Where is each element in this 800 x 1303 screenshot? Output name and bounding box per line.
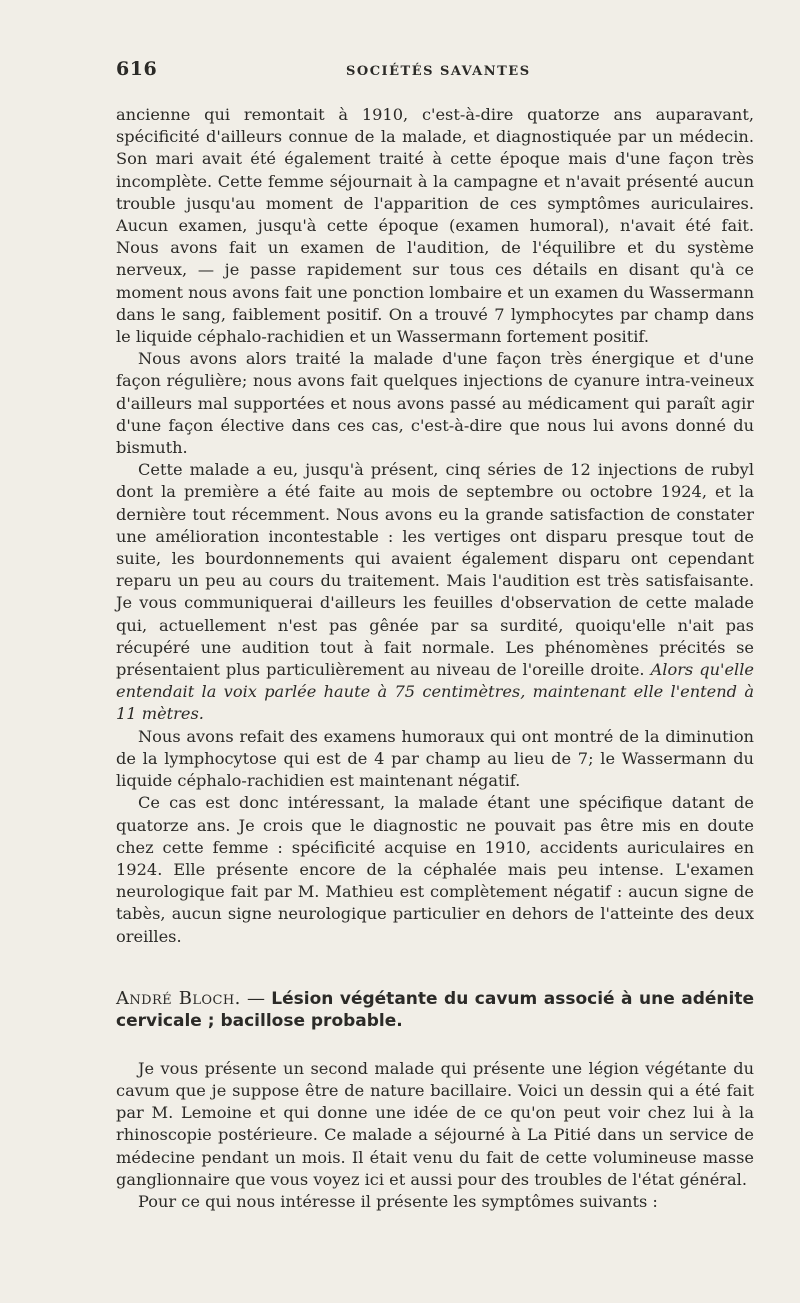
text-run: Ce cas est donc intéressant, la malade étant une spécifique datant de quatorze ans. Je crois que le diagnostic ne pouvait pas être mis en doute chez cette femme : spécificité acquise en 1910, accidents auriculaires en 1924. Elle présente encore de la céphalée mais peu intense. L'examen neurologique fait par M. Mathieu est complètement négatif : aucun signe de tabès, aucun signe neurologique particulier en dehors de l'atteinte des deux oreilles. (116, 793, 754, 946)
paragraph (116, 726, 754, 793)
paragraph (116, 1191, 754, 1213)
paragraph-group-1 (116, 104, 754, 948)
paragraph (116, 1058, 754, 1191)
paragraph (116, 792, 754, 947)
paragraph-group-2 (116, 1058, 754, 1213)
text-run: Nous avons refait des examens humoraux qui ont montré de la diminution de la lymphocytose qui est de 4 par champ au lieu de 7; le Wassermann du liquide céphalo-rachidien est maintenant négatif. (116, 726, 754, 791)
paragraph (116, 348, 754, 459)
paragraph (116, 459, 754, 725)
section-title: Lésion végétante du cavum associé à une adénite cervicale ; bacillose probable. (116, 988, 754, 1031)
text-run: Cette malade a eu, jusqu'à présent, cinq séries de 12 injections de rubyl dont la première a été faite au mois de septembre ou octobre 1924, et la dernière tout récemment. Nous avons eu la grande satisfaction de constater une amélioration incontestable : les vertiges ont disparu presque tout de suite, les bourdonnements qui avaient également disparu ont cependant reparu un peu au cours du traitement. Mais l'audition est très satisfaisante. Je vous communiquerai d'ailleurs les feuilles d'observation de cette malade qui, actuellement n'est pas gênée par sa surdité, quoiqu'elle n'ait pas récupéré une audition tout à fait normale. Les phénomènes précités se présentaient plus particulièrement au niveau de l'oreille droite. (116, 460, 754, 680)
text-run: ancienne qui remontait à 1910, c'est-à-dire quatorze ans auparavant, spécificité d'ailleurs connue de la malade, et diagnostiquée par un médecin. Son mari avait été également traité à cette époque mais d'une façon très incomplète. Cette femme séjournait à la campagne et n'avait présenté aucun trouble jusqu'au moment de l'apparition de ces symptômes auriculaires. Aucun examen, jusqu'à cette époque (examen humoral), n'avait été fait. Nous avons fait un examen de l'audition, de l'équilibre et du système nerveux, — je passe rapidement sur tous ces détails en disant qu'à ce moment nous avons fait une ponction lombaire et un examen du Wassermann dans le sang, faiblement positif. On a trouvé 7 lymphocytes par champ dans le liquide céphalo-rachidien et un Wassermann fortement positif. (116, 105, 754, 347)
page-number: 616 (116, 58, 158, 80)
italic-text: Alors qu'elle entendait la voix parlée haute à 75 centimètres, maintenant elle l'entend à 11 mètres. (116, 660, 754, 724)
text-run: Je vous présente un second malade qui présente une légion végétante du cavum que je suppose être de nature bacillaire. Voici un dessin qui a été fait par M. Lemoine et qui donne une idée de ce qu'on peut voir chez lui à la rhinoscopie postérieure. Ce malade a séjourné à La Pitié dans un service de médecine pendant un mois. Il était venu du fait de cette volumineuse masse ganglionnaire que vous voyez ici et aussi pour des troubles de l'état général. (116, 1058, 754, 1189)
paragraph (116, 104, 754, 348)
text-run: Nous avons alors traité la malade d'une façon très énergique et d'une façon régulière; nous avons fait quelques injections de cyanure intra-veineux d'ailleurs mal supportées et nous avons passé au médicament qui paraît agir d'une façon élective dans ces cas, c'est-à-dire que nous lui avons donné du bismuth. (116, 349, 754, 458)
page-header (116, 58, 754, 88)
main-text (116, 104, 754, 1213)
section-heading (116, 988, 754, 1032)
text-run: Pour ce qui nous intéresse il présente les symptômes suivants : (138, 1191, 658, 1211)
running-head: SOCIÉTÉS SAVANTES (346, 64, 531, 79)
author-name: André Bloch. (116, 987, 241, 1009)
heading-dash: — (240, 987, 272, 1009)
